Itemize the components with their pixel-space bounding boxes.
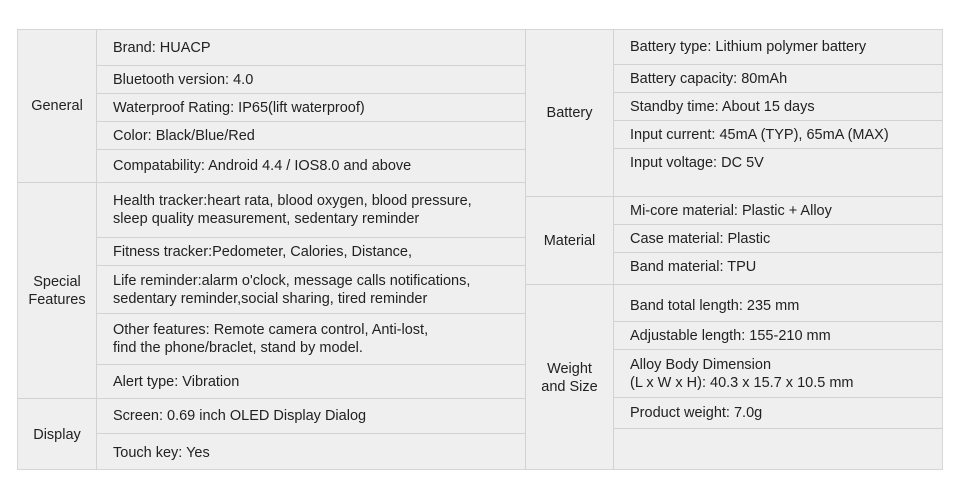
section-label-general: General xyxy=(31,98,83,114)
spec-row: Adjustable length: 155-210 mm xyxy=(630,327,831,344)
spec-row: Product weight: 7.0g xyxy=(630,405,763,421)
spec-row: Battery type: Lithium polymer battery xyxy=(630,39,867,55)
spec-row: Fitness tracker:Pedometer, Calories, Distance, xyxy=(113,243,412,260)
right-label-column xyxy=(526,30,613,469)
spec-row: Battery capacity: 80mAh xyxy=(630,70,788,87)
spec-row: Case material: Plastic xyxy=(630,230,771,247)
spec-row: Bluetooth version: 4.0 xyxy=(113,71,254,88)
section-label-special-features: Special Features xyxy=(28,273,86,308)
spec-row: Mi-core material: Plastic + Alloy xyxy=(630,202,832,219)
spec-row: Other features: Remote camera control, Anti-lost, find the phone/braclet, stand by model. xyxy=(113,322,429,356)
section-label-battery: Battery xyxy=(546,105,593,121)
spec-table xyxy=(17,29,943,470)
spec-row: Standby time: About 15 days xyxy=(630,98,815,115)
spec-row: Input current: 45mA (TYP), 65mA (MAX) xyxy=(630,126,889,143)
left-label-column xyxy=(18,30,96,469)
spec-row: Health tracker:heart rata, blood oxygen, blood pressure, sleep quality measurement, sedentary reminder xyxy=(113,193,472,227)
section-label-display: Display xyxy=(33,427,81,443)
spec-row: Compatability: Android 4.4 / IOS8.0 and above xyxy=(113,158,412,174)
spec-row: Waterproof Rating: IP65(lift waterproof) xyxy=(113,99,365,116)
section-label-weight-size: Weight and Size xyxy=(541,361,598,395)
spec-row: Touch key: Yes xyxy=(113,444,210,461)
spec-row: Screen: 0.69 inch OLED Display Dialog xyxy=(113,408,367,424)
left-value-column xyxy=(97,30,525,469)
spec-row: Band material: TPU xyxy=(630,258,757,275)
spec-row: Brand: HUACP xyxy=(113,39,211,56)
spec-row: Color: Black/Blue/Red xyxy=(113,127,255,144)
spec-row: Life reminder:alarm o'clock, message calls notifications, sedentary reminder,social sharing, tired reminder xyxy=(113,272,471,307)
spec-row: Band total length: 235 mm xyxy=(630,297,800,314)
spec-row: Input voltage: DC 5V xyxy=(630,155,764,171)
spec-row: Alert type: Vibration xyxy=(113,373,240,390)
spec-row: Alloy Body Dimension (L x W x H): 40.3 x 15.7 x 10.5 mm xyxy=(630,356,854,391)
section-label-material: Material xyxy=(543,232,596,249)
right-value-column xyxy=(614,30,942,469)
